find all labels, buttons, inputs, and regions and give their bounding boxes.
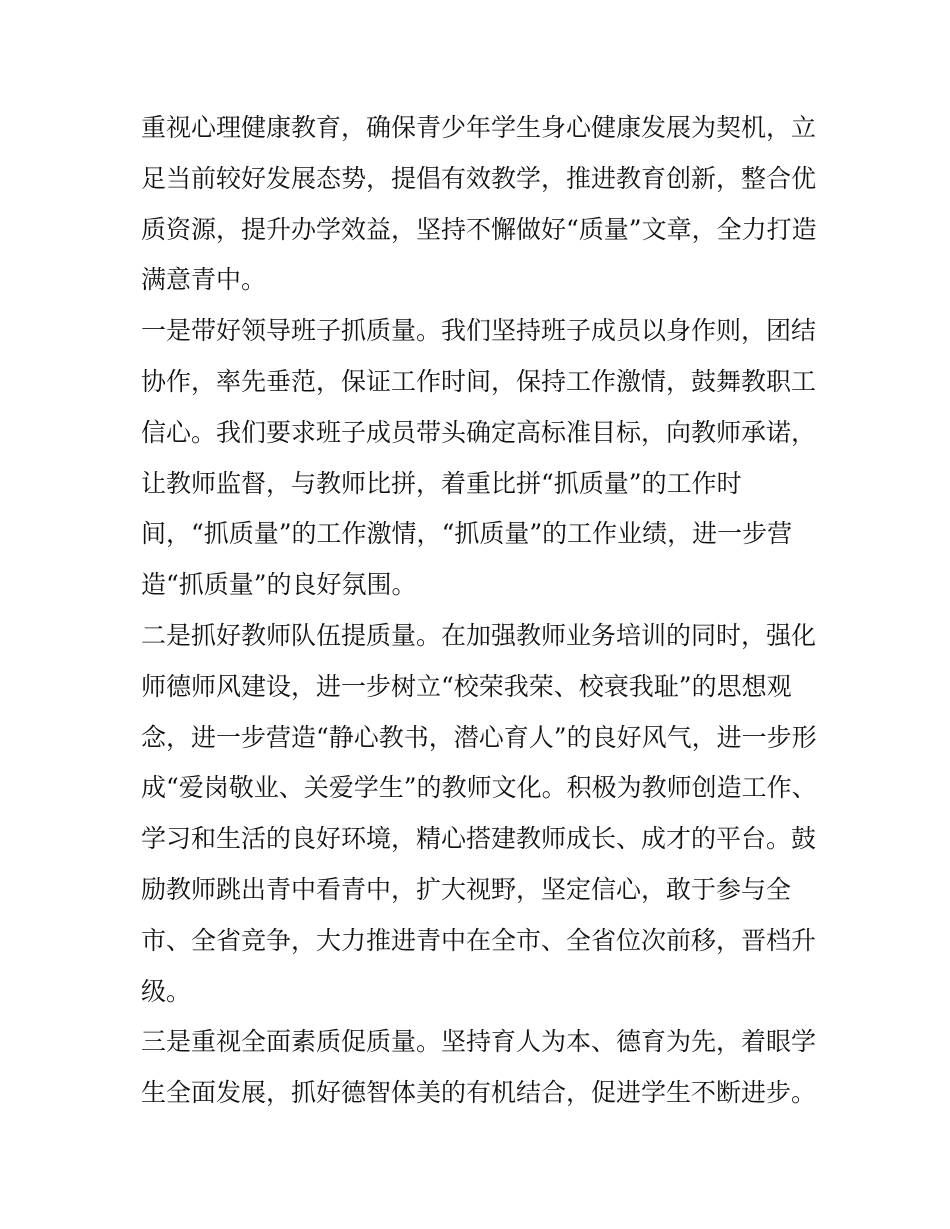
text-line: 成“爱岗敬业、关爱学生”的教师文化。积极为教师创造工作、 (141, 773, 817, 803)
text-line: 级。 (141, 976, 192, 1006)
text-line: 市、全省竞争，大力推进青中在全市、全省位次前移，晋档升 (141, 925, 817, 955)
text-line: 让教师监督，与教师比拼，着重比拼“抓质量”的工作时 (141, 468, 742, 498)
text-line: 师德师风建设，进一步树立“校荣我荣、校衰我耻”的思想观 (141, 671, 792, 701)
text-line: 协作，率先垂范，保证工作时间，保持工作激情，鼓舞教职工 (141, 366, 817, 396)
text-line: 造“抓质量”的良好氛围。 (141, 570, 417, 600)
text-line: 二是抓好教师队伍提质量。在加强教师业务培训的同时，强化 (141, 620, 817, 650)
text-line: 足当前较好发展态势，提倡有效教学，推进教育创新，整合优 (141, 163, 817, 193)
text-line: 满意青中。 (141, 265, 267, 295)
text-line: 念，进一步营造“静心教书，潜心育人”的良好风气，进一步形 (141, 722, 817, 752)
text-line: 重视心理健康教育，确保青少年学生身心健康发展为契机，立 (141, 113, 817, 142)
text-line: 励教师跳出青中看青中，扩大视野，坚定信心，敢于参与全 (141, 874, 792, 904)
text-line: 信心。我们要求班子成员带头确定高标准目标，向教师承诺， (141, 417, 817, 447)
text-line: 三是重视全面素质促质量。坚持育人为本、德育为先，着眼学 (141, 1027, 817, 1057)
text-line: 质资源，提升办学效益，坚持不懈做好“质量”文章，全力打造 (141, 214, 817, 244)
text-line: 生全面发展，抓好德智体美的有机结合，促进学生不断进步。 (141, 1078, 817, 1108)
text-line: 学习和生活的良好环境，精心搭建教师成长、成才的平台。鼓 (141, 824, 817, 854)
text-line: 一是带好领导班子抓质量。我们坚持班子成员以身作则，团结 (141, 316, 817, 346)
text-line: 间，“抓质量”的工作激情，“抓质量”的工作业绩，进一步营 (141, 519, 793, 549)
document-body (141, 103, 821, 1119)
